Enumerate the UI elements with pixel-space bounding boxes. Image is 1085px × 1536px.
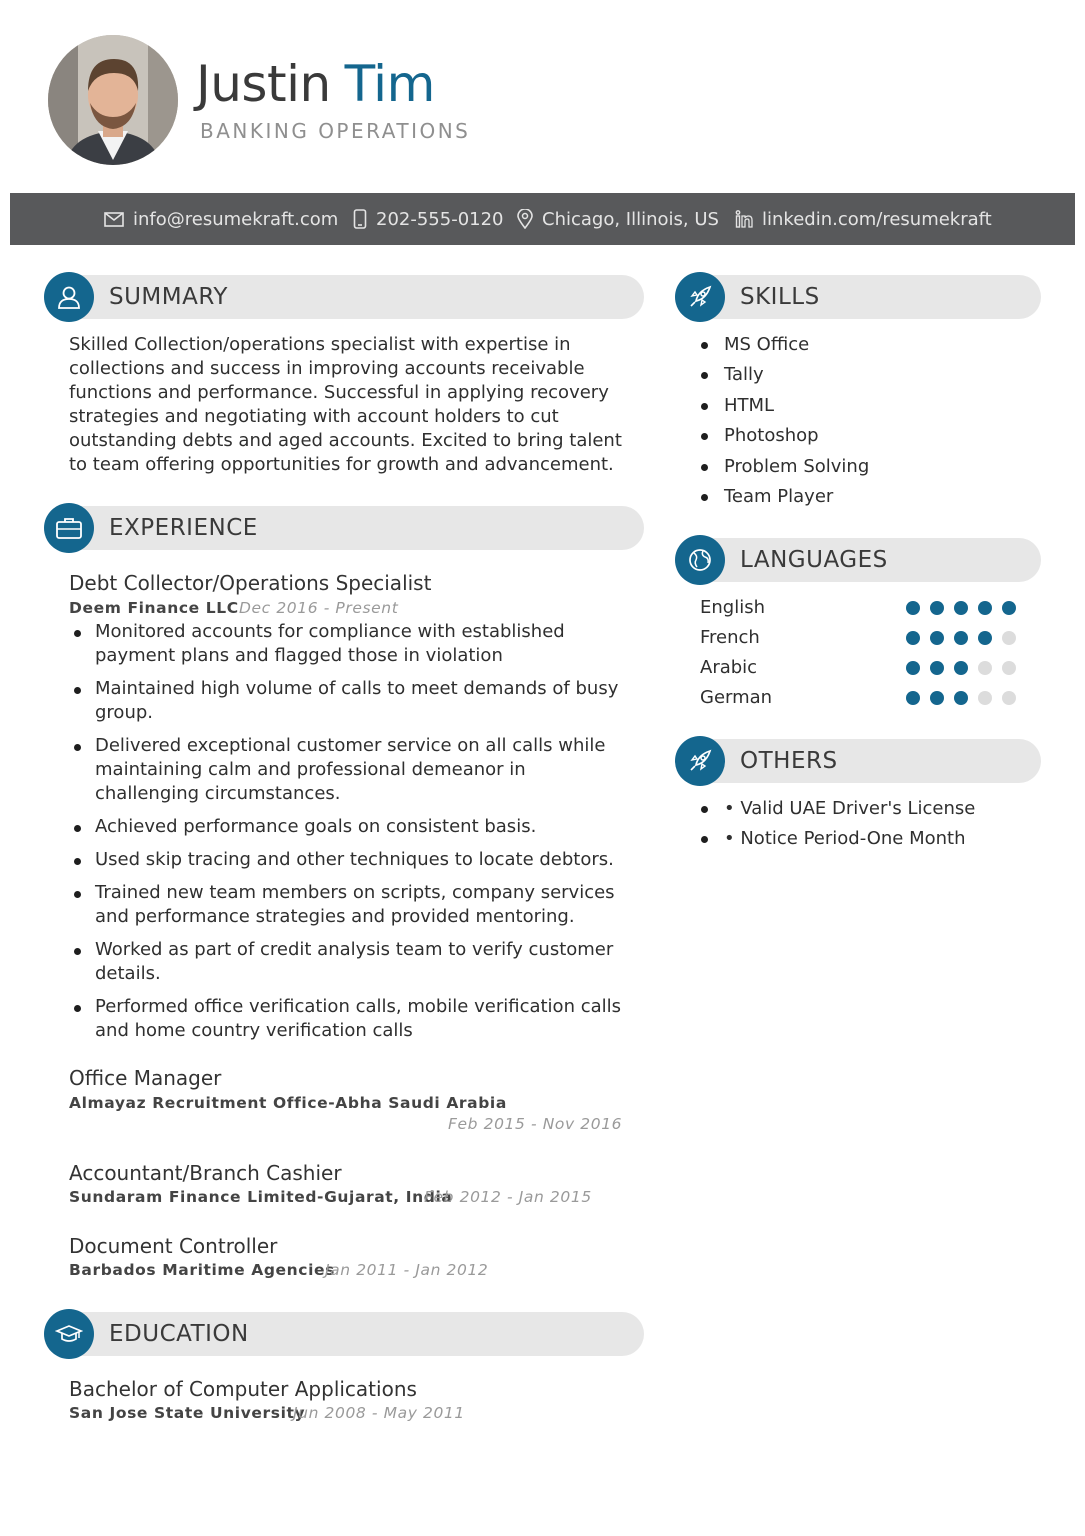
envelope-icon	[104, 212, 124, 227]
others-item: • Notice Period-One Month	[700, 827, 1050, 857]
language-row	[700, 626, 1020, 650]
skills-heading: SKILLS	[740, 284, 820, 310]
proficiency-dots	[906, 691, 1026, 705]
skill-item: Photoshop	[700, 424, 1030, 454]
graduation-cap-icon	[55, 1323, 83, 1345]
language-name: French	[700, 627, 760, 648]
proficiency-dot-empty	[978, 661, 992, 675]
contact-phone[interactable]	[353, 193, 504, 245]
summary-text: Skilled Collection/operations specialist with expertise in collections and success in improving accounts receivable functions and performance. Successful in applying recovery strategies and negotiating with account holders to cut outstanding debts and aged accounts. Excited to bring talent to team offering opportunities for growth and advancement.	[69, 334, 622, 475]
proficiency-dots	[906, 601, 1026, 615]
language-row	[700, 686, 1020, 710]
proficiency-dot-filled	[906, 631, 920, 645]
job-dates: Jan 2011 - Jan 2012	[325, 1261, 489, 1279]
proficiency-dot-empty	[1002, 631, 1016, 645]
company-name: Sundaram Finance Limited-Gujarat, India	[69, 1188, 453, 1206]
first-name: Justin	[196, 55, 331, 113]
proficiency-dot-filled	[954, 691, 968, 705]
languages-section-header	[675, 535, 1041, 585]
job-dates: Dec 2016 - Present	[239, 599, 399, 617]
skill-item: Tally	[700, 363, 1030, 393]
list-item: Worked as part of credit analysis team to verify customer details.	[70, 938, 630, 986]
school-name: San Jose State University	[69, 1404, 306, 1422]
languages-heading: LANGUAGES	[740, 547, 888, 573]
company-name: Deem Finance LLC	[69, 599, 239, 617]
phone-text: 202-555-0120	[376, 208, 504, 230]
skills-section-header	[675, 272, 1041, 322]
rocket-icon	[687, 748, 713, 774]
skill-item: Team Player	[700, 485, 1030, 515]
education-section-header	[44, 1309, 644, 1359]
others-list	[700, 797, 1050, 858]
language-name: English	[700, 597, 765, 618]
section-icon-circle	[675, 535, 725, 585]
skill-item: Problem Solving	[700, 455, 1030, 485]
experience-heading: EXPERIENCE	[109, 515, 258, 541]
proficiency-dot-empty	[978, 691, 992, 705]
contact-location	[517, 193, 719, 245]
others-heading: OTHERS	[740, 748, 838, 774]
language-name: Arabic	[700, 657, 758, 678]
contact-linkedin[interactable]	[735, 193, 992, 245]
education-heading: EDUCATION	[109, 1321, 249, 1347]
skill-item: HTML	[700, 394, 1030, 424]
language-row	[700, 596, 1020, 620]
proficiency-dot-filled	[954, 601, 968, 615]
section-icon-circle	[675, 272, 725, 322]
section-icon-circle	[44, 503, 94, 553]
language-name: German	[700, 687, 773, 708]
location-text: Chicago, Illinois, US	[542, 208, 719, 230]
skills-list	[700, 333, 1030, 515]
company-name: Almayaz Recruitment Office-Abha Saudi Arabia	[69, 1094, 507, 1112]
experience-section-header	[44, 503, 644, 553]
proficiency-dot-filled	[978, 631, 992, 645]
proficiency-dot-filled	[930, 691, 944, 705]
skill-item: MS Office	[700, 333, 1030, 363]
section-icon-circle	[675, 736, 725, 786]
rocket-icon	[687, 284, 713, 310]
proficiency-dot-filled	[906, 601, 920, 615]
last-name: Tim	[344, 55, 435, 113]
globe-icon	[687, 547, 713, 573]
candidate-name	[196, 54, 435, 114]
summary-heading: SUMMARY	[109, 284, 228, 310]
proficiency-dot-filled	[1002, 601, 1016, 615]
linkedin-icon	[735, 210, 753, 228]
proficiency-dot-filled	[978, 601, 992, 615]
job-dates: Feb 2015 - Nov 2016	[448, 1115, 623, 1133]
company-name: Barbados Maritime Agencies	[69, 1261, 335, 1279]
list-item: Performed office verification calls, mobile verification calls and home country verification calls	[70, 995, 630, 1043]
profile-photo	[48, 35, 178, 165]
linkedin-text: linkedin.com/resumekraft	[762, 208, 992, 230]
proficiency-dot-empty	[1002, 661, 1016, 675]
job-title: Office Manager	[69, 1066, 222, 1090]
proficiency-dot-filled	[930, 601, 944, 615]
briefcase-icon	[55, 516, 83, 540]
job-responsibilities-list	[70, 620, 630, 1052]
proficiency-dot-filled	[954, 631, 968, 645]
list-item: Monitored accounts for compliance with established payment plans and flagged those in violation	[70, 620, 630, 668]
proficiency-dots	[906, 631, 1026, 645]
proficiency-dot-filled	[906, 691, 920, 705]
section-icon-circle	[44, 272, 94, 322]
list-item: Delivered exceptional customer service on all calls while maintaining calm and professional demeanor in challenging circumstances.	[70, 734, 630, 806]
location-pin-icon	[517, 209, 533, 229]
list-item: Maintained high volume of calls to meet demands of busy group.	[70, 677, 630, 725]
user-icon	[56, 284, 82, 310]
profile-portrait-icon	[48, 35, 178, 165]
proficiency-dot-filled	[954, 661, 968, 675]
list-item: Used skip tracing and other techniques to locate debtors.	[70, 848, 630, 872]
job-title: Accountant/Branch Cashier	[69, 1161, 342, 1185]
others-item: • Valid UAE Driver's License	[700, 797, 1050, 827]
proficiency-dot-filled	[930, 631, 944, 645]
email-text: info@resumekraft.com	[133, 208, 339, 230]
education-dates: Jun 2008 - May 2011	[293, 1404, 465, 1422]
job-title: Debt Collector/Operations Specialist	[69, 571, 432, 595]
others-section-header	[675, 736, 1041, 786]
contact-bar	[10, 193, 1075, 245]
summary-section-header	[44, 272, 644, 322]
proficiency-dots	[906, 661, 1026, 675]
job-dates: Feb 2012 - Jan 2015	[424, 1188, 592, 1206]
degree-title: Bachelor of Computer Applications	[69, 1377, 417, 1401]
language-row	[700, 656, 1020, 680]
proficiency-dot-filled	[906, 661, 920, 675]
job-subtitle: BANKING OPERATIONS	[200, 119, 471, 143]
section-icon-circle	[44, 1309, 94, 1359]
list-item: Achieved performance goals on consistent basis.	[70, 815, 630, 839]
phone-icon	[353, 209, 367, 229]
contact-email[interactable]	[104, 193, 338, 245]
job-title: Document Controller	[69, 1234, 278, 1258]
list-item: Trained new team members on scripts, company services and performance strategies and provided mentoring.	[70, 881, 630, 929]
proficiency-dot-empty	[1002, 691, 1016, 705]
proficiency-dot-filled	[930, 661, 944, 675]
